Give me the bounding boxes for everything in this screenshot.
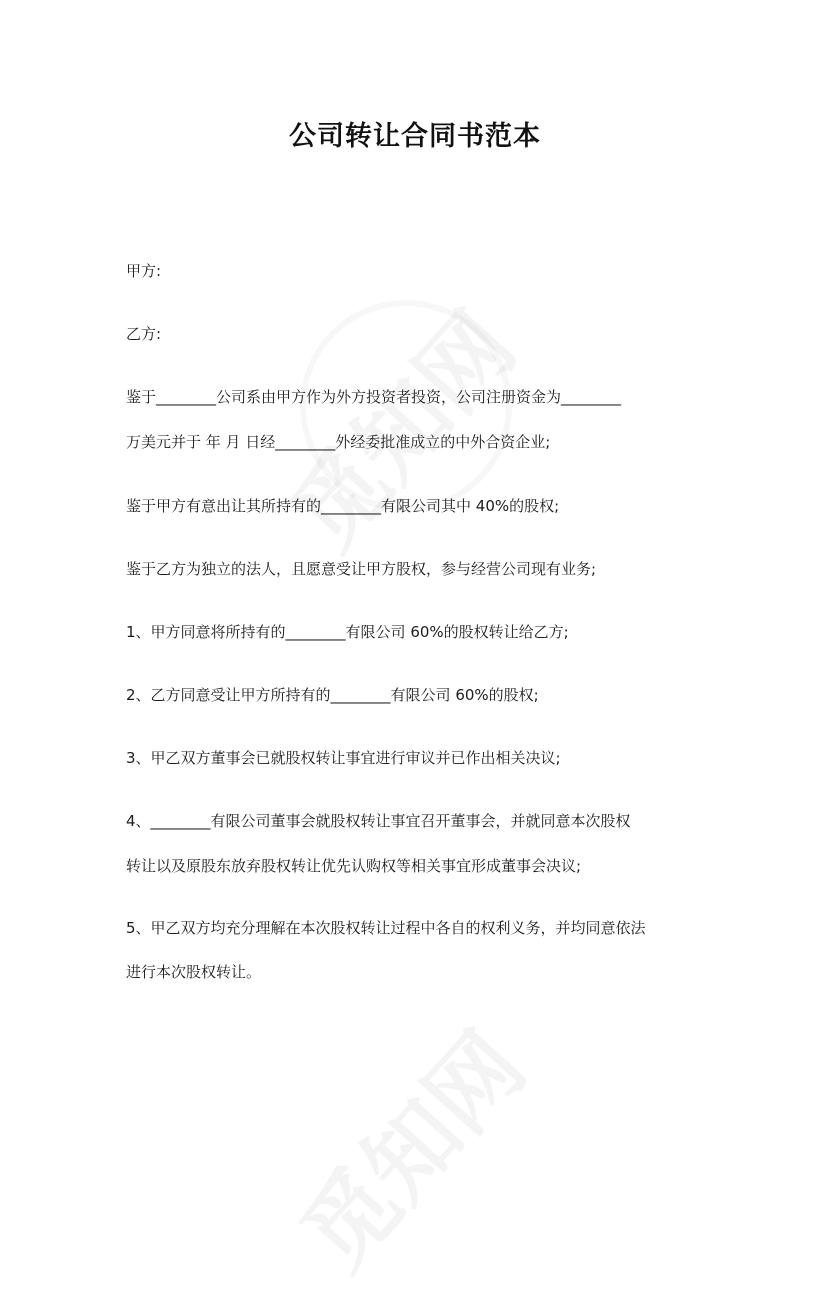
- clause-4-line-1: 4、________有限公司董事会就股权转让事宜召开董事会，并就同意本次股权: [126, 812, 631, 830]
- clause-4-line-2: 转让以及原股东放弃股权转让优先认购权等相关事宜形成董事会决议;: [126, 857, 582, 875]
- recital-1-line-2: 万美元并于 年 月 日经________外经委批准成立的中外合资企业;: [126, 433, 551, 451]
- recital-1-line-1: 鉴于________公司系由甲方作为外方投资者投资，公司注册资金为________: [126, 388, 622, 406]
- clause-5-line-1: 5、甲乙双方均充分理解在本次股权转让过程中各自的权利义务，并均同意依法: [126, 919, 646, 937]
- party-a-label: 甲方:: [126, 262, 162, 280]
- watermark-logo: [257, 279, 540, 572]
- watermark-logo-bottom: [267, 999, 550, 1292]
- clause-2: 2、乙方同意受让甲方所持有的________有限公司 60%的股权;: [126, 686, 539, 704]
- document-title: 公司转让合同书范本: [289, 121, 541, 152]
- clause-1: 1、甲方同意将所持有的________有限公司 60%的股权转让给乙方;: [126, 623, 569, 641]
- clause-5-line-2: 进行本次股权转让。: [126, 963, 262, 981]
- recital-2: 鉴于甲方有意出让其所持有的________有限公司其中 40%的股权;: [126, 497, 560, 515]
- recital-3: 鉴于乙方为独立的法人，且愿意受让甲方股权，参与经营公司现有业务;: [126, 560, 597, 578]
- clause-3: 3、甲乙双方董事会已就股权转让事宜进行审议并已作出相关决议;: [126, 749, 561, 767]
- party-b-label: 乙方:: [126, 325, 162, 343]
